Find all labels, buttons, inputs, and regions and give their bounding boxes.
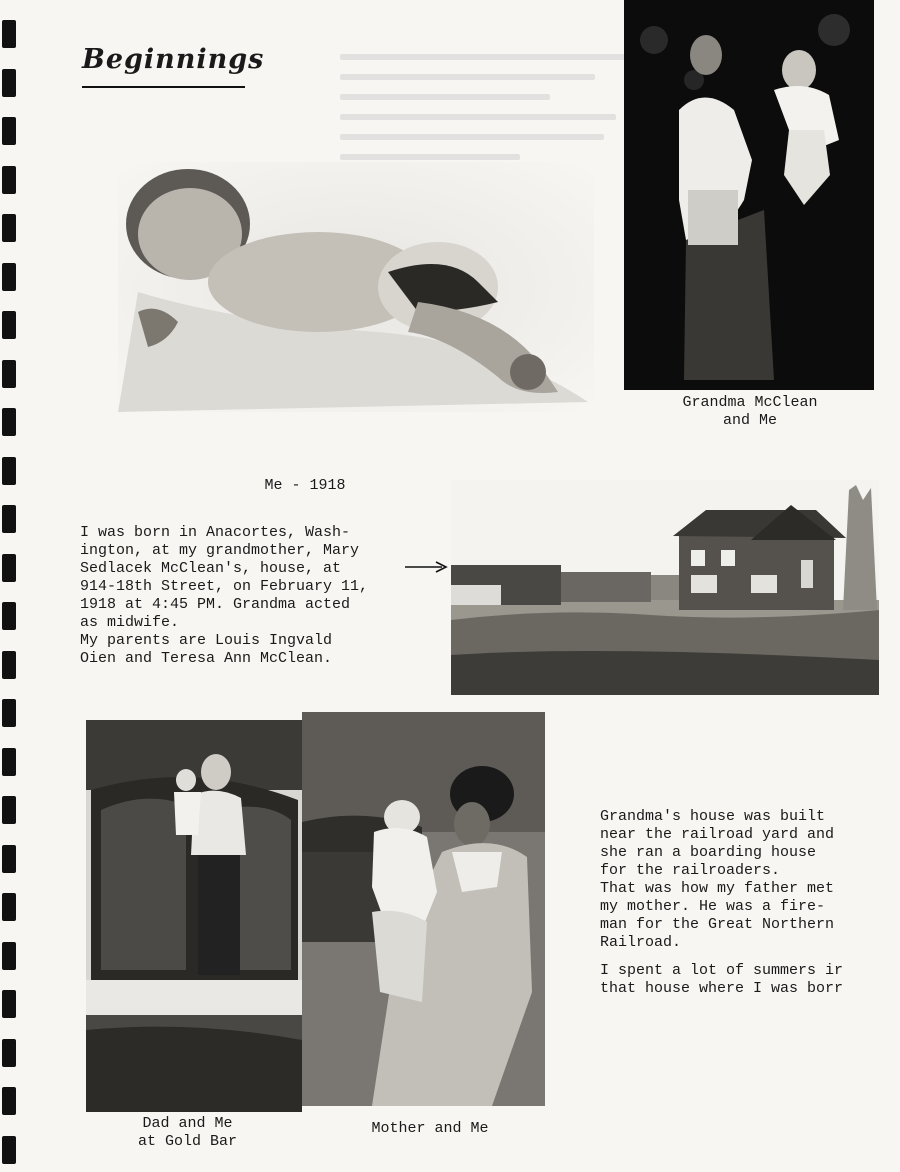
binding-ring — [2, 214, 16, 242]
binding-ring — [2, 602, 16, 630]
binding-ring — [2, 1136, 16, 1164]
binding-ring — [2, 20, 16, 48]
title-underline — [82, 86, 245, 88]
mother-photo — [302, 712, 545, 1106]
binding-ring — [2, 457, 16, 485]
binding-ring — [2, 554, 16, 582]
binding-ring — [2, 69, 16, 97]
dad-photo — [86, 720, 302, 1112]
binding-ring — [2, 166, 16, 194]
binding-ring — [2, 360, 16, 388]
birth-paragraph: I was born in Anacortes, Wash- ington, at my grandmother, Mary Sedlacek McClean's, house, at 914-18th Street, on February 11, 1918 at 4:45 PM. Grandma acted as midwife. My parents are Louis Ingvald Oien and Teresa Ann McClean. — [80, 524, 369, 667]
grandma-photo — [624, 0, 874, 390]
binding-ring — [2, 893, 16, 921]
house-photo — [451, 480, 879, 695]
binding-ring — [2, 796, 16, 824]
binding-ring — [2, 117, 16, 145]
binding-ring — [2, 990, 16, 1018]
binding-ring — [2, 699, 16, 727]
baby-caption: Me - 1918 — [264, 477, 346, 494]
binding-ring — [2, 505, 16, 533]
page-title: Beginnings — [82, 44, 265, 75]
binding-ring — [2, 651, 16, 679]
spiral-binding — [0, 0, 22, 1172]
grandma-caption: Grandma McClean and Me — [682, 394, 818, 429]
binding-ring — [2, 408, 16, 436]
railroad-paragraph: Grandma's house was built near the railroad yard and she ran a boarding house for the railroaders. That was how my father met my mother. He was a fire- man for the Great Northern Railroad. — [600, 808, 835, 951]
binding-ring — [2, 311, 16, 339]
baby-photo — [118, 162, 594, 412]
binding-ring — [2, 1039, 16, 1067]
binding-ring — [2, 942, 16, 970]
mother-caption: Mother and Me — [371, 1120, 489, 1137]
summers-paragraph: I spent a lot of summers ir that house where I was borr — [600, 962, 844, 997]
binding-ring — [2, 748, 16, 776]
binding-ring — [2, 1087, 16, 1115]
right-arrow-icon — [404, 559, 448, 575]
dad-caption: Dad and Me at Gold Bar — [137, 1115, 238, 1150]
binding-ring — [2, 263, 16, 291]
binding-ring — [2, 845, 16, 873]
